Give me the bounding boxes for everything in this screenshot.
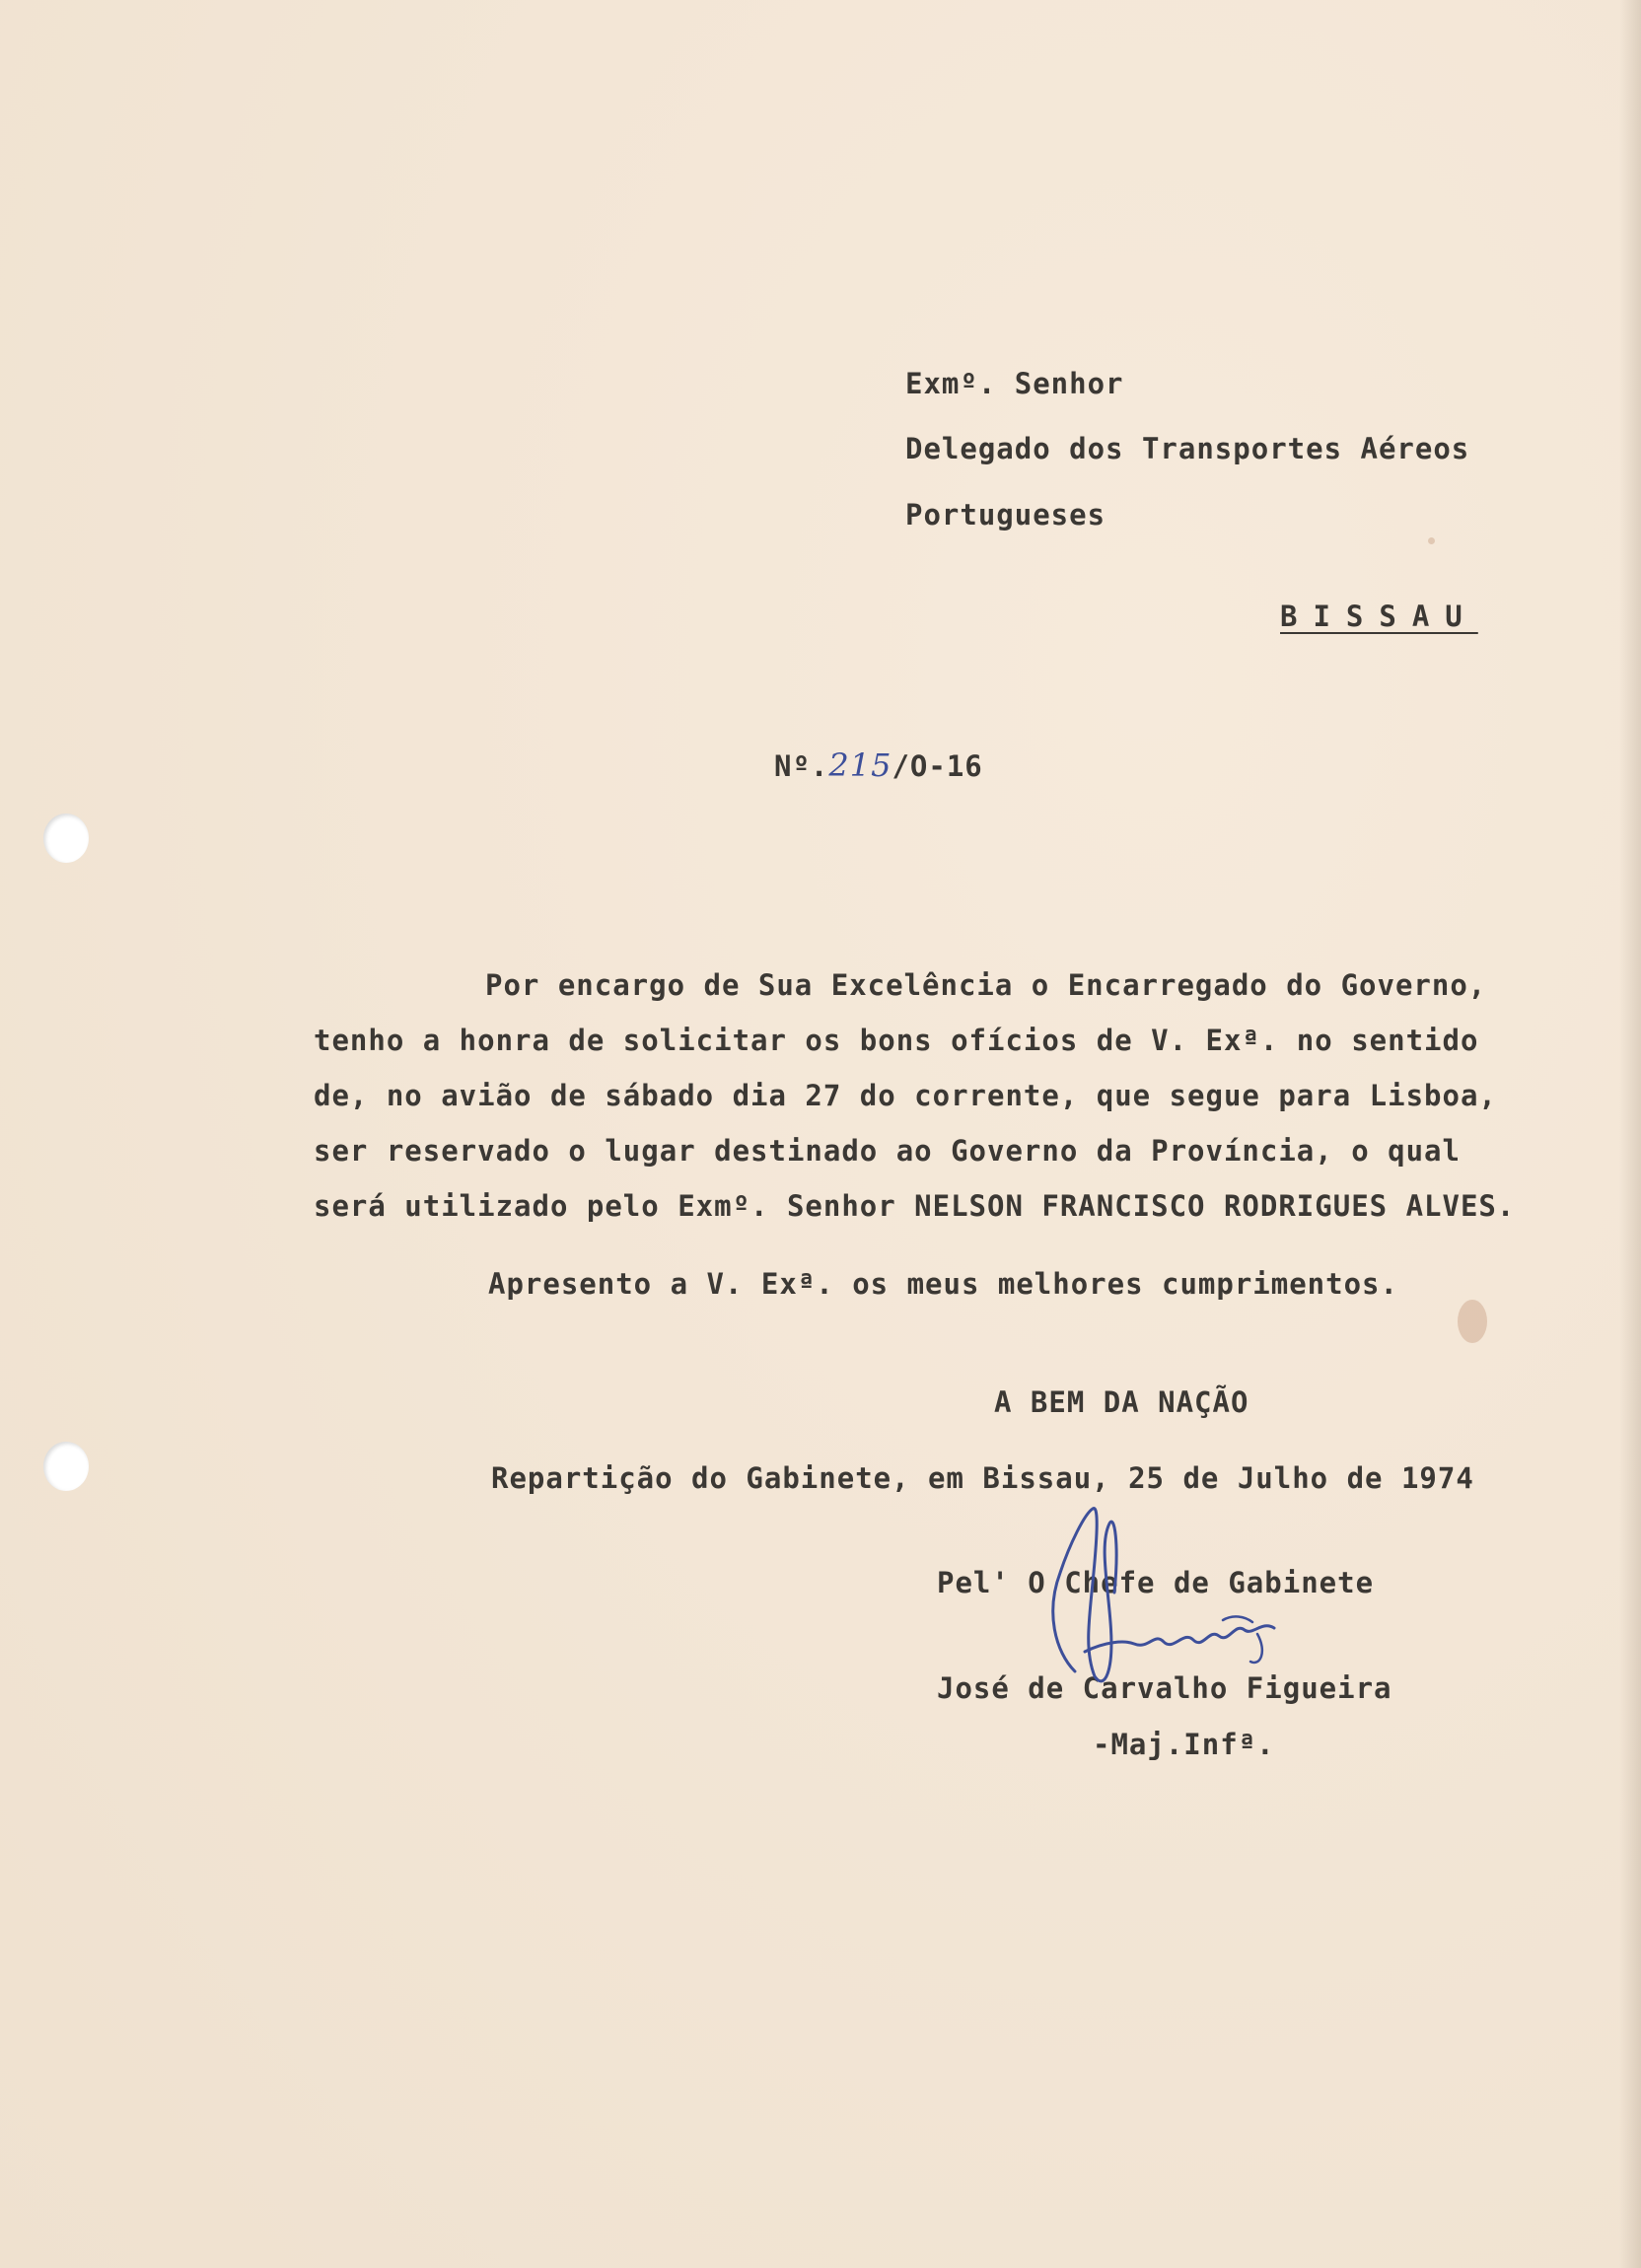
body-line-2: tenho a honra de solicitar os bons ofícios de V. Exª. no sentido — [314, 1024, 1479, 1057]
recipient-salutation: Exmº. Senhor — [905, 367, 1124, 400]
handwritten-reference-number: 215 — [828, 746, 892, 784]
recipient-title-line-2: Portugueses — [905, 498, 1106, 532]
signatory-name: José de Carvalho Figueira — [937, 1671, 1392, 1705]
reference-number — [774, 746, 983, 784]
body-line-1: Por encargo de Sua Excelência o Encarregado do Governo, — [485, 968, 1487, 1002]
body-line-3: de, no avião de sábado dia 27 do corrente, que segue para Lisboa, — [314, 1079, 1497, 1112]
handwritten-signature — [1016, 1504, 1341, 1701]
closing-line: Apresento a V. Exª. os meus melhores cumprimentos. — [488, 1267, 1398, 1301]
stain-spot — [1458, 1300, 1487, 1343]
stain-spot-small — [1428, 537, 1435, 544]
signatory-role: Pel' O Chefe de Gabinete — [937, 1566, 1375, 1599]
punch-hole-top — [43, 814, 89, 863]
recipient-title-line-1: Delegado dos Transportes Aéreos — [905, 432, 1470, 465]
reference-suffix: /O-16 — [892, 749, 983, 783]
place-date-line: Repartição do Gabinete, em Bissau, 25 de Julho de 1974 — [491, 1461, 1474, 1495]
punch-hole-bottom — [43, 1442, 89, 1491]
motto: A BEM DA NAÇÃO — [994, 1385, 1249, 1419]
signatory-rank: -Maj.Infª. — [1093, 1728, 1275, 1761]
recipient-city: BISSAU — [1280, 600, 1478, 633]
body-line-4: ser reservado o lugar destinado ao Governo da Província, o qual — [314, 1134, 1461, 1168]
sheet-edge-shadow — [1619, 0, 1641, 2268]
body-line-5: será utilizado pelo Exmº. Senhor NELSON FRANCISCO RODRIGUES ALVES. — [314, 1189, 1516, 1223]
reference-prefix: Nº. — [774, 749, 829, 783]
